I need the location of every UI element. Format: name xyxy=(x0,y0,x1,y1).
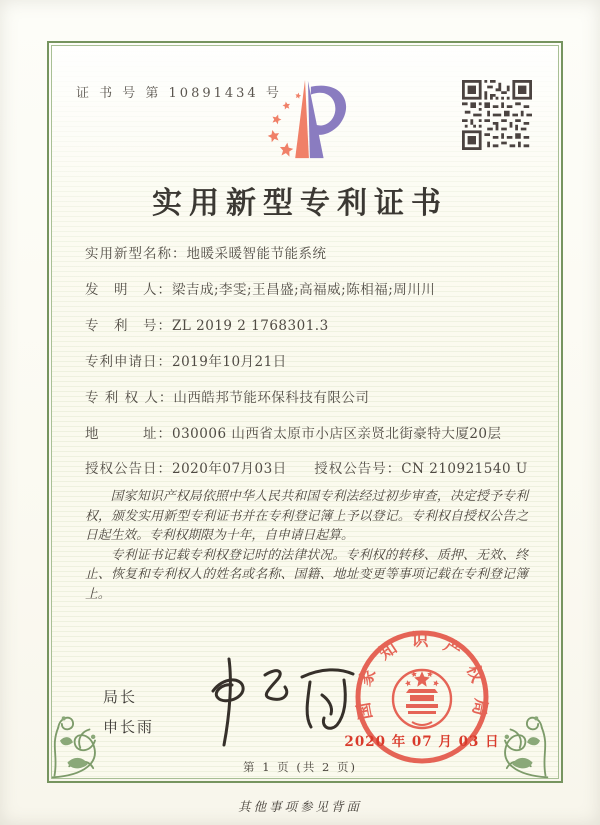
field-label: 专利申请日： xyxy=(85,354,172,370)
field-patentee xyxy=(85,386,369,406)
field-value: ZL 2019 2 1768301.3 xyxy=(172,318,329,334)
field-value: 梁吉成;李雯;王昌盛;高福威;陈相福;周川川 xyxy=(172,282,436,298)
field-application-date xyxy=(85,350,287,370)
certificate-number: 证 书 号 第 10891434 号 xyxy=(76,86,282,101)
field-label: 专 利 权 人： xyxy=(85,390,174,406)
field-utility-name xyxy=(85,242,327,262)
field-value: 030006 山西省太原市小店区亲贤北街豪特大厦20层 xyxy=(172,426,502,442)
back-side-note: 其他事项参见背面 xyxy=(237,799,362,814)
seal-date: 2020 年 07 月 03 日 xyxy=(344,734,500,750)
field-inventors xyxy=(85,278,435,298)
legal-text xyxy=(85,487,528,604)
legal-paragraph: 国家知识产权局依照中华人民共和国专利法经过初步审查，决定授予专利权，颁发实用新型专利证书并在专利登记簿上予以登记。专利权自授权公告之日起生效。专利权期限为十年，自申请日起算。 xyxy=(85,489,528,543)
field-value: 地暖采暖智能节能系统 xyxy=(186,246,327,262)
signer-block xyxy=(103,682,154,742)
field-value: 2019年10月21日 xyxy=(172,354,287,370)
legal-paragraph: 专利证书记载专利权登记时的法律状况。专利权的转移、质押、无效、终止、恢复和专利权人的姓名或名称、国籍、地址变更等事项记载在专利登记簿上。 xyxy=(85,547,528,602)
director-signature xyxy=(205,655,360,755)
field-value: 山西皓邦节能环保科技有限公司 xyxy=(173,390,370,406)
field-label: 专 利 号： xyxy=(85,318,172,334)
field-label: 发 明 人： xyxy=(85,282,172,298)
qr-code xyxy=(462,80,532,150)
grant-number: 授权公告号：CN 210921540 U xyxy=(314,461,528,477)
field-patent-number xyxy=(85,314,329,334)
national-emblem-icon xyxy=(393,670,451,728)
field-grant-announcement xyxy=(85,457,528,477)
certificate-title: 实用新型专利证书 xyxy=(152,186,448,221)
seal-org-text: 国 家 知 识 产 权 局 xyxy=(353,630,491,722)
field-address xyxy=(85,422,502,442)
signer-title: 局长 xyxy=(103,688,138,706)
field-label: 地 址： xyxy=(85,426,172,442)
cnipa-logo-icon xyxy=(250,76,360,164)
field-label: 实用新型名称： xyxy=(85,246,187,262)
page-number: 第 1 页 (共 2 页) xyxy=(243,760,357,774)
grant-date: 授权公告日：2020年07月03日 xyxy=(85,461,287,477)
signer-name: 申长雨 xyxy=(103,718,155,736)
